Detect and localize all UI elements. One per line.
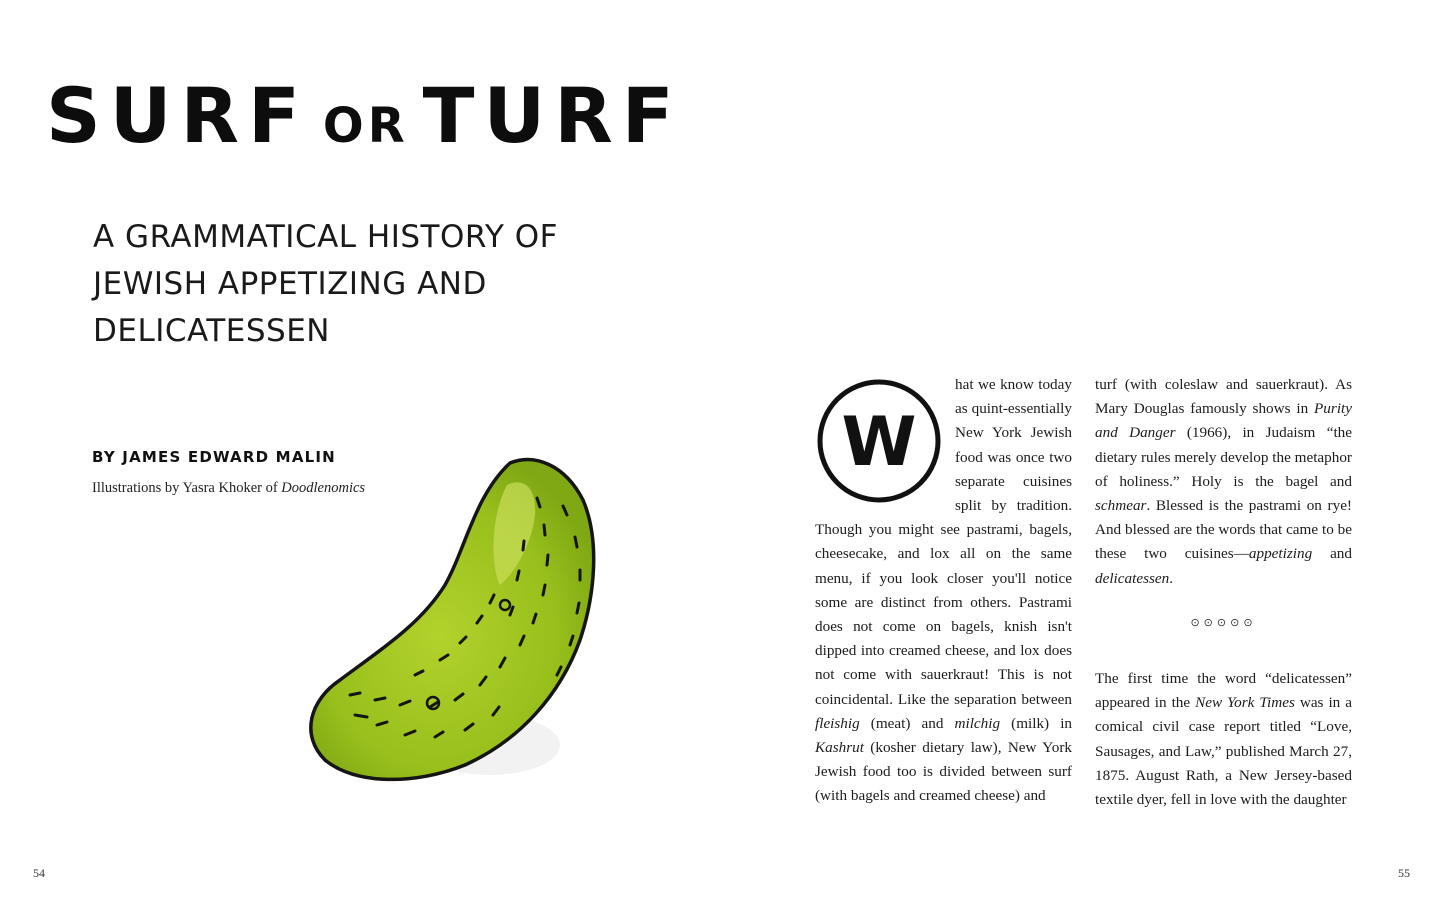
pickle-illustration [295, 445, 630, 795]
article-title [46, 71, 683, 160]
text-run: (milk) in [1000, 714, 1073, 732]
text-run: and [1312, 545, 1352, 563]
credit-prefix: Illustrations by Yasra Khoker of [92, 480, 282, 496]
text-run: (meat) and [859, 714, 955, 732]
text-run: hat we know today as quint-essentially New York Jewish food was once two separate cuisines split by tradition. Though you might see pastrami, bagels, cheesecake, and lox all on the same menu, if you look closer you'll notice some are distinct from others. Pastrami does not come on bagels, knish isn't dipped into creamed cheese, and lox does not come with sauerkraut! This is not coincidental. Like the separation between [815, 376, 1072, 708]
italic-text-run: Kashrut [815, 739, 864, 757]
column-2-paragraph-1 [1095, 373, 1352, 591]
title-word-turf: TURF [422, 71, 683, 160]
text-run: The first time the word “delicatessen” appeared in the [1095, 670, 1352, 712]
credit-studio: Doodlenomics [281, 480, 366, 496]
italic-text-run: milchig [954, 714, 1001, 732]
italic-text-run: Purity and Danger [1095, 400, 1352, 442]
subtitle-line-1: A GRAMMATICAL HISTORY OF [93, 219, 558, 255]
text-run: (kosher dietary law), New York Jewish food too is divided between surf (with bagels and creamed cheese) and [815, 739, 1072, 805]
article-column-1 [815, 373, 1072, 809]
title-connector: OR [322, 98, 409, 154]
column-2-paragraph-2 [1095, 667, 1352, 812]
italic-text-run: fleishig [815, 714, 860, 732]
article-subtitle [93, 214, 653, 355]
italic-text-run: appetizing [1248, 545, 1313, 563]
article-column-2 [1095, 373, 1352, 812]
italic-text-run: New York Times [1195, 694, 1295, 712]
author-byline: BY JAMES EDWARD MALIN [92, 448, 336, 466]
page-number-left: 54 [33, 866, 45, 880]
text-run: (1966), in Judaism “the dietary rules merely develop the metaphor of holiness.” Holy is the bagel and [1095, 424, 1352, 490]
page-number-right: 55 [1398, 866, 1410, 880]
italic-text-run: delicatessen [1095, 569, 1170, 587]
subtitle-line-3: DELICATESSEN [93, 313, 330, 349]
drop-cap [815, 377, 943, 505]
subtitle-line-2: JEWISH APPETIZING AND [93, 266, 487, 302]
text-run: was in a comical civil case report titled “Love, Sausages, and Law,” published March 27, 1875. August Rath, a New Jersey-based textile dyer, fell in love with the daughter [1095, 694, 1352, 809]
title-word-surf: SURF [46, 71, 309, 160]
text-run: . Blessed is the pastrami on rye! And blessed are the words that came to be these two cuisines— [1095, 497, 1352, 563]
text-run: turf (with coleslaw and sauerkraut). As Mary Douglas famously shows in [1095, 376, 1352, 418]
section-separator: ⊙⊙⊙⊙⊙ [1190, 616, 1257, 629]
drop-cap-letter: W [841, 403, 917, 482]
italic-text-run: schmear [1095, 497, 1147, 515]
text-run: . [1169, 569, 1174, 587]
